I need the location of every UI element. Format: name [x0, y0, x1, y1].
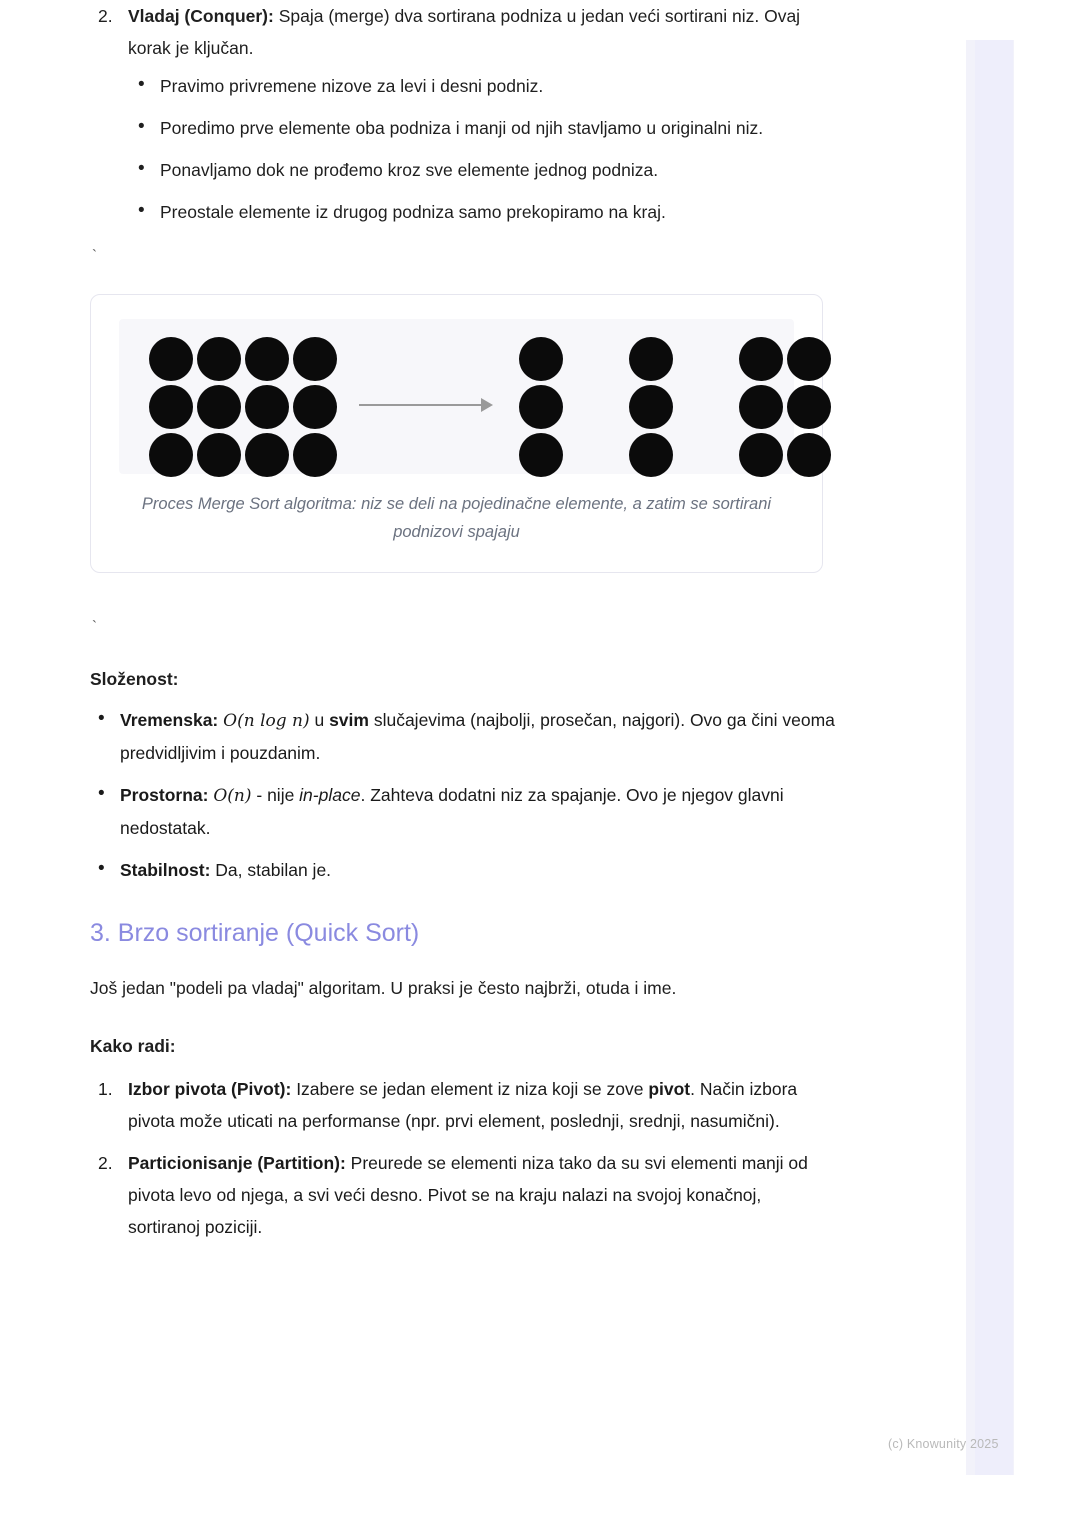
- page-title-quick-sort: 3. Brzo sortiranje (Quick Sort): [90, 919, 420, 947]
- dot: [245, 337, 289, 381]
- dot: [629, 433, 673, 477]
- page-right-margin-bar-inner: [975, 40, 1013, 1475]
- complexity-rest: Da, stabilan je.: [210, 860, 332, 880]
- document-content: [90, 0, 835, 1253]
- step-text: Preurede se elementi niza tako da su svi elementi manji od pivota levo od njega, a svi veći desno. Pivot se na kraju nalazi na svojoj konačnoj, sortiranoj poziciji.: [128, 1153, 808, 1237]
- merge-sort-steps: [90, 0, 835, 228]
- list-item: • Pravimo privremene nizove za levi i desni podniz.: [128, 70, 835, 102]
- arrow-icon: [359, 404, 484, 406]
- complexity-list: [90, 704, 835, 886]
- dot: [787, 433, 831, 477]
- complexity-formula: O(n): [213, 786, 252, 806]
- complexity-mid: - nije: [251, 785, 300, 805]
- dot: [293, 337, 337, 381]
- quick-sort-steps: [90, 1073, 835, 1243]
- step-tail: . Način izbora pivota može uticati na performanse (npr. prvi element, poslednji, srednji, nasumični).: [128, 1079, 798, 1131]
- list-item-pivot-selection: [90, 1073, 835, 1137]
- stray-backtick-top: `: [92, 247, 97, 264]
- conquer-substeps: [128, 70, 835, 228]
- figure-illustration: [119, 319, 794, 474]
- complexity-label: Prostorna:: [120, 785, 209, 805]
- dot: [739, 385, 783, 429]
- list-marker: 1.: [98, 1079, 113, 1099]
- step-title: Particionisanje (Partition):: [128, 1153, 346, 1173]
- dot: [629, 337, 673, 381]
- dot: [739, 337, 783, 381]
- complexity-label: Stabilnost:: [120, 860, 211, 880]
- watermark: (c) Knowunity 2025: [888, 1437, 999, 1451]
- complexity-bold-mid: svim: [329, 710, 369, 730]
- list-item: • Poredimo prve elemente oba podniza i manji od njih stavljamo u originalni niz.: [128, 112, 835, 144]
- list-item: • Preostale elemente iz drugog podniza samo prekopiramo na kraj.: [128, 196, 835, 228]
- complexity-formula: O(n log n): [223, 711, 310, 731]
- dot: [519, 337, 563, 381]
- dot: [197, 433, 241, 477]
- step-bold-word: pivot: [648, 1079, 691, 1099]
- complexity-rest: . Zahteva dodatni niz za spajanje. Ovo je njegov glavni nedostatak.: [120, 785, 784, 838]
- list-marker: 2.: [98, 6, 113, 26]
- complexity-label: Vremenska:: [120, 710, 219, 730]
- complexity-italic-mid: in-place: [299, 785, 361, 805]
- dot: [787, 337, 831, 381]
- dot: [197, 385, 241, 429]
- quick-sort-intro: Još jedan "podeli pa vladaj" algoritam. U praksi je često najbrži, otuda i ime.: [90, 978, 677, 998]
- list-item-partition: [90, 1147, 835, 1243]
- list-item-stability: [90, 854, 835, 886]
- figure-caption: Proces Merge Sort algoritma: niz se deli na pojedinačne elemente, a zatim se sortirani podnizovi spajaju: [141, 495, 772, 541]
- dot: [149, 433, 193, 477]
- dot: [245, 433, 289, 477]
- dot: [629, 385, 673, 429]
- dot: [149, 337, 193, 381]
- step-text: Spaja (merge) dva sortirana podniza u jedan veći sortirani niz. Ovaj korak je ključan.: [128, 6, 801, 58]
- dot: [149, 385, 193, 429]
- list-item-conquer: [90, 0, 835, 228]
- dot: [245, 385, 289, 429]
- step-title: Vladaj (Conquer):: [128, 6, 274, 26]
- list-item-space-complexity: [90, 779, 835, 844]
- arrow-head-icon: [481, 398, 493, 412]
- complexity-mid: u: [309, 710, 330, 730]
- step-title: Izbor pivota (Pivot):: [128, 1079, 292, 1099]
- dot: [519, 433, 563, 477]
- dot: [293, 433, 337, 477]
- merge-sort-figure: [90, 294, 823, 573]
- dot: [197, 337, 241, 381]
- stray-backtick-bottom: `: [92, 618, 97, 635]
- dot: [293, 385, 337, 429]
- step-text: Izabere se jedan element iz niza koji se zove: [291, 1079, 649, 1099]
- list-item-time-complexity: [90, 704, 835, 769]
- complexity-rest: slučajevima (najbolji, prosečan, najgori). Ovo ga čini veoma predvidljivim i pouzdanim.: [120, 710, 835, 763]
- how-it-works-heading: Kako radi:: [90, 1036, 176, 1056]
- dot: [787, 385, 831, 429]
- dot: [739, 433, 783, 477]
- complexity-heading: Složenost:: [90, 669, 179, 689]
- dot: [519, 385, 563, 429]
- list-marker: 2.: [98, 1153, 113, 1173]
- list-item: • Ponavljamo dok ne prođemo kroz sve elemente jednog podniza.: [128, 154, 835, 186]
